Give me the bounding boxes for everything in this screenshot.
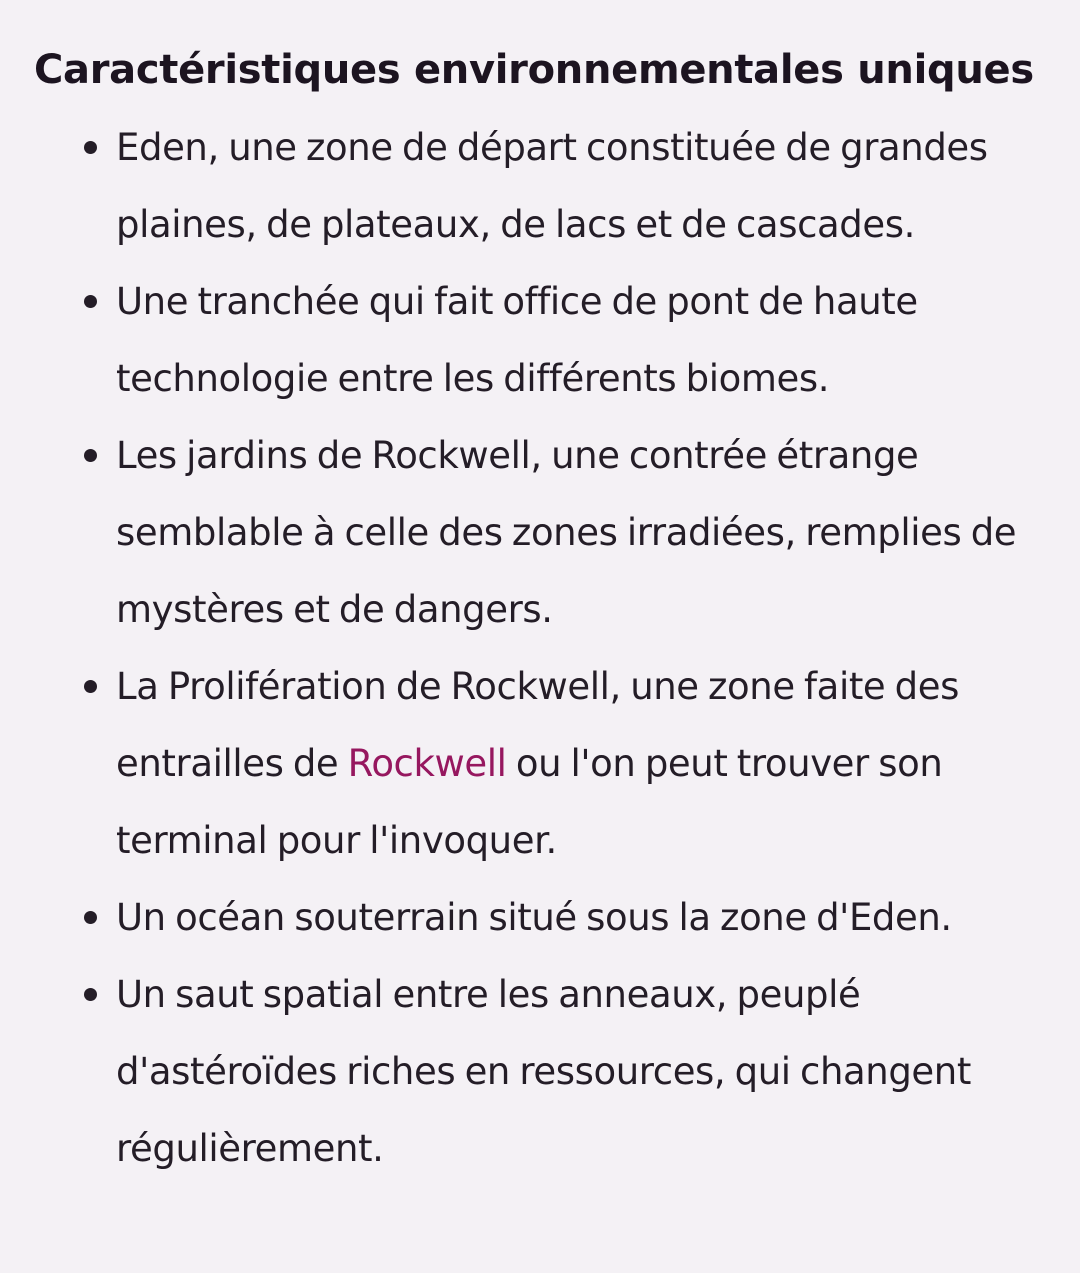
list-item-text: Un océan souterrain situé sous la zone d'Eden. (116, 896, 952, 939)
list-item-text: Les jardins de Rockwell, une contrée étrange semblable à celle des zones irradiées, remplies de mystères et de dangers. (116, 434, 1017, 631)
list-item-text-after-link: ou l'on peut trouver son terminal pour l'invoquer. (116, 742, 943, 862)
feature-list (0, 109, 1080, 1187)
rockwell-link[interactable]: Rockwell (347, 742, 507, 785)
list-item (0, 956, 1080, 1187)
section-heading: Caractéristiques environnementales uniques (34, 47, 1034, 93)
list-item (0, 109, 1080, 263)
bullet-icon (84, 141, 97, 154)
list-item (0, 417, 1080, 648)
bullet-icon (84, 680, 97, 693)
list-item (0, 879, 1080, 956)
bullet-icon (84, 295, 97, 308)
list-item-text: Eden, une zone de départ constituée de grandes plaines, de plateaux, de lacs et de cascades. (116, 126, 988, 246)
list-item (0, 648, 1080, 879)
bullet-icon (84, 988, 97, 1001)
list-item (0, 263, 1080, 417)
list-item-text: Un saut spatial entre les anneaux, peuplé d'astéroïdes riches en ressources, qui changent régulièrement. (116, 973, 971, 1170)
list-item-text: Une tranchée qui fait office de pont de haute technologie entre les différents biomes. (116, 280, 918, 400)
bullet-icon (84, 911, 97, 924)
list-item-text-before-link: La Prolifération de Rockwell, une zone faite des entrailles de (116, 665, 959, 785)
bullet-icon (84, 449, 97, 462)
